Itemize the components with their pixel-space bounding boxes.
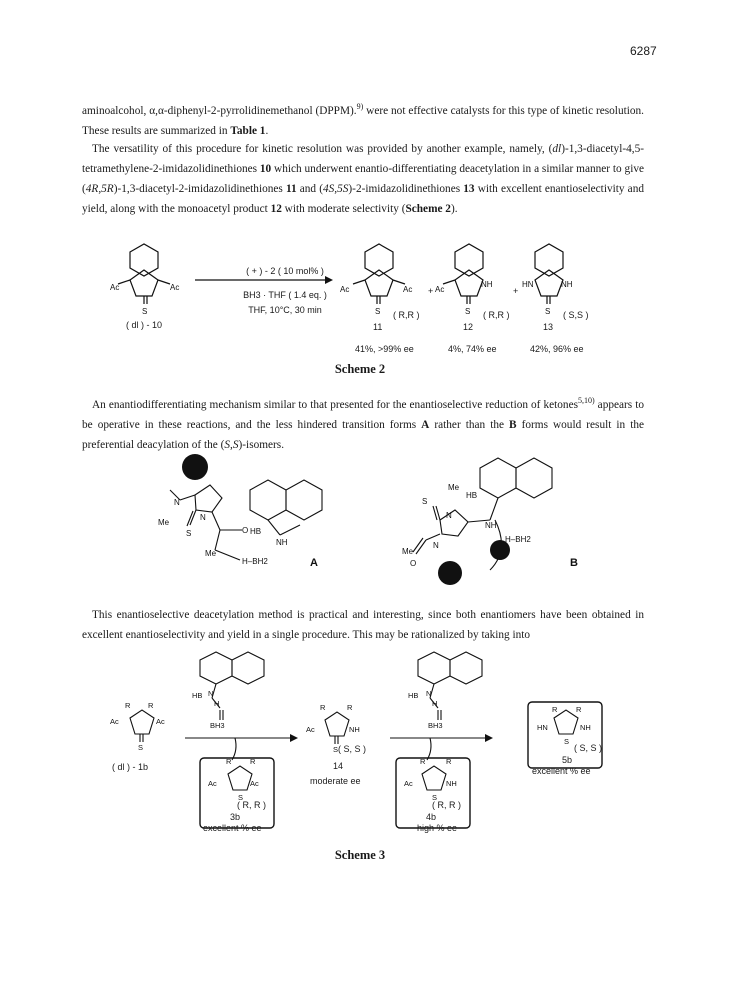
svg-text:Ac: Ac (170, 283, 180, 292)
svg-text:R: R (446, 757, 452, 766)
compound-11-yield: 41%, >99% ee (355, 344, 414, 354)
compound-13-label: 13 (543, 322, 554, 332)
page-number: 6287 (630, 44, 657, 58)
svg-text:R: R (148, 701, 154, 710)
svg-text:Ac: Ac (404, 779, 413, 788)
svg-text:N: N (446, 511, 452, 520)
svg-text:H: H (432, 699, 438, 708)
compound-4b-ee: high % ee (417, 823, 458, 833)
svg-text:BH3: BH3 (210, 721, 225, 730)
compound-4b-config: ( R, R ) (432, 800, 461, 810)
svg-text:Ac: Ac (156, 717, 165, 726)
svg-text:Ac: Ac (208, 779, 217, 788)
ts-label-a: A (310, 557, 318, 569)
svg-text:S: S (186, 529, 192, 538)
compound-14-config: ( S, S ) (338, 744, 367, 754)
svg-text:R: R (226, 757, 232, 766)
svg-text:N: N (200, 513, 206, 522)
scheme2-reagent-mid: BH3 · THF ( 1.4 eq. ) (243, 290, 327, 300)
scheme-2-figure (100, 240, 640, 360)
svg-text:R: R (320, 703, 326, 712)
svg-text:S: S (564, 737, 570, 746)
svg-text:S: S (142, 307, 148, 316)
svg-text:N: N (174, 498, 180, 507)
compound-12-yield: 4%, 74% ee (448, 344, 497, 354)
svg-text:HN: HN (537, 723, 548, 732)
compound-5b-ee: excellent % ee (532, 766, 591, 776)
svg-text:Ac: Ac (403, 285, 413, 294)
svg-text:H–BH2: H–BH2 (505, 535, 531, 544)
svg-text:NH: NH (481, 280, 493, 289)
scheme2-sm-label: ( dl ) - 10 (126, 320, 163, 330)
svg-text:NH: NH (276, 538, 288, 547)
svg-text:S: S (465, 307, 471, 316)
compound-13-yield: 42%, 96% ee (530, 344, 584, 354)
svg-text:HB: HB (466, 491, 478, 500)
svg-text:HB: HB (250, 527, 262, 536)
compound-14-ee: moderate ee (310, 776, 361, 786)
plus-sign-1: + (428, 286, 434, 296)
svg-text:O: O (242, 526, 249, 535)
paragraph-practical: This enantioselective deacetylation method is practical and interesting, since both enantiomers have been obtained in excellent enantioselectivity and yield in a single procedure. This may be rationalized by taking into (82, 609, 644, 641)
svg-text:Ac: Ac (110, 283, 120, 292)
svg-text:R: R (125, 701, 131, 710)
svg-text:Me: Me (402, 547, 414, 556)
svg-text:NH: NH (349, 725, 360, 734)
compound-11-label: 11 (373, 322, 383, 332)
svg-text:S: S (375, 307, 381, 316)
svg-text:Ac: Ac (306, 725, 315, 734)
svg-text:H: H (214, 699, 220, 708)
svg-text:HB: HB (408, 691, 419, 700)
svg-text:NH: NH (485, 521, 497, 530)
svg-text:Ac: Ac (250, 779, 259, 788)
svg-text:R: R (250, 757, 256, 766)
svg-text:O: O (410, 559, 417, 568)
scheme2-reagent-top: ( + ) - 2 ( 10 mol% ) (246, 266, 324, 276)
svg-text:NH: NH (561, 280, 573, 289)
compound-5b-config: ( S, S ) (574, 743, 603, 753)
svg-text:S: S (333, 745, 339, 754)
scheme-3-figure (100, 650, 640, 845)
svg-text:R: R (552, 705, 558, 714)
compound-3b-label: 3b (230, 812, 241, 822)
svg-text:NH: NH (580, 723, 591, 732)
scheme-3-caption: Scheme 3 (334, 848, 386, 862)
svg-text:S: S (432, 793, 438, 802)
compound-11-config: ( R,R ) (393, 310, 420, 320)
svg-text:HB: HB (192, 691, 203, 700)
compound-3b-ee: excellent % ee (203, 823, 262, 833)
svg-text:N: N (208, 689, 214, 698)
svg-text:S: S (138, 743, 144, 752)
svg-text:R: R (576, 705, 582, 714)
svg-text:S: S (238, 793, 244, 802)
svg-text:N: N (426, 689, 432, 698)
compound-12-config: ( R,R ) (483, 310, 510, 320)
compound-14-label: 14 (333, 761, 344, 771)
svg-text:Ac: Ac (340, 285, 350, 294)
svg-text:R: R (420, 757, 426, 766)
paragraph-versatility: The versatility of this procedure for kinetic resolution was provided by another example, namely, (dl)-1,3-diacetyl-4,5-tetramethylene-2-imidazolidinethiones 10 which underwent enantio-differentiating deacetylation in a similar manner to give (4R,5R)-1,3-diacetyl-2-imidazolidinethiones 11 and (4S,5S)-2-imidazolidinethiones 13 with excellent enantioselectivity and yield, along with the monoacetyl product 12 with moderate selectivity (Scheme 2). (82, 143, 644, 215)
svg-text:R: R (347, 703, 353, 712)
svg-text:S: S (422, 497, 428, 506)
svg-text:S: S (545, 307, 551, 316)
compound-4b-label: 4b (426, 812, 437, 822)
compound-13-config: ( S,S ) (563, 310, 589, 320)
svg-text:Ac: Ac (110, 717, 119, 726)
compound-3b-config: ( R, R ) (237, 800, 266, 810)
compound-12-label: 12 (463, 322, 474, 332)
transition-states-figure (150, 450, 610, 590)
scheme3-sm-label: ( dl ) - 1b (112, 762, 149, 772)
scheme2-reagent-bottom: THF, 10°C, 30 min (248, 305, 322, 315)
svg-text:NH: NH (446, 779, 457, 788)
svg-text:Me: Me (158, 518, 170, 527)
svg-text:Me: Me (448, 483, 460, 492)
svg-text:Ac: Ac (435, 285, 445, 294)
svg-text:HN: HN (522, 280, 534, 289)
svg-text:Me: Me (205, 549, 217, 558)
ts-label-b: B (570, 557, 578, 569)
paragraph-intro: aminoalcohol, α,α-diphenyl-2-pyrrolidinemethanol (DPPM).$^{9)}$ were not effective catalysts for this type of kinetic resolution. These results are summarized in Table 1. (82, 102, 644, 137)
compound-5b-label: 5b (562, 755, 573, 765)
svg-text:BH3: BH3 (428, 721, 443, 730)
plus-sign-2: + (513, 286, 519, 296)
svg-text:H–BH2: H–BH2 (242, 557, 268, 566)
svg-text:N: N (433, 541, 439, 550)
scheme-2-caption: Scheme 2 (334, 362, 386, 376)
paragraph-mechanism: An enantiodifferentiating mechanism similar to that presented for the enantioselective reduction of ketones$^{5,10)}$ appears to be operative in these reactions, and the less hindered transition forms A rather than the B forms would result in the preferential deacylation of the (S,S)-isomers. (82, 396, 645, 451)
